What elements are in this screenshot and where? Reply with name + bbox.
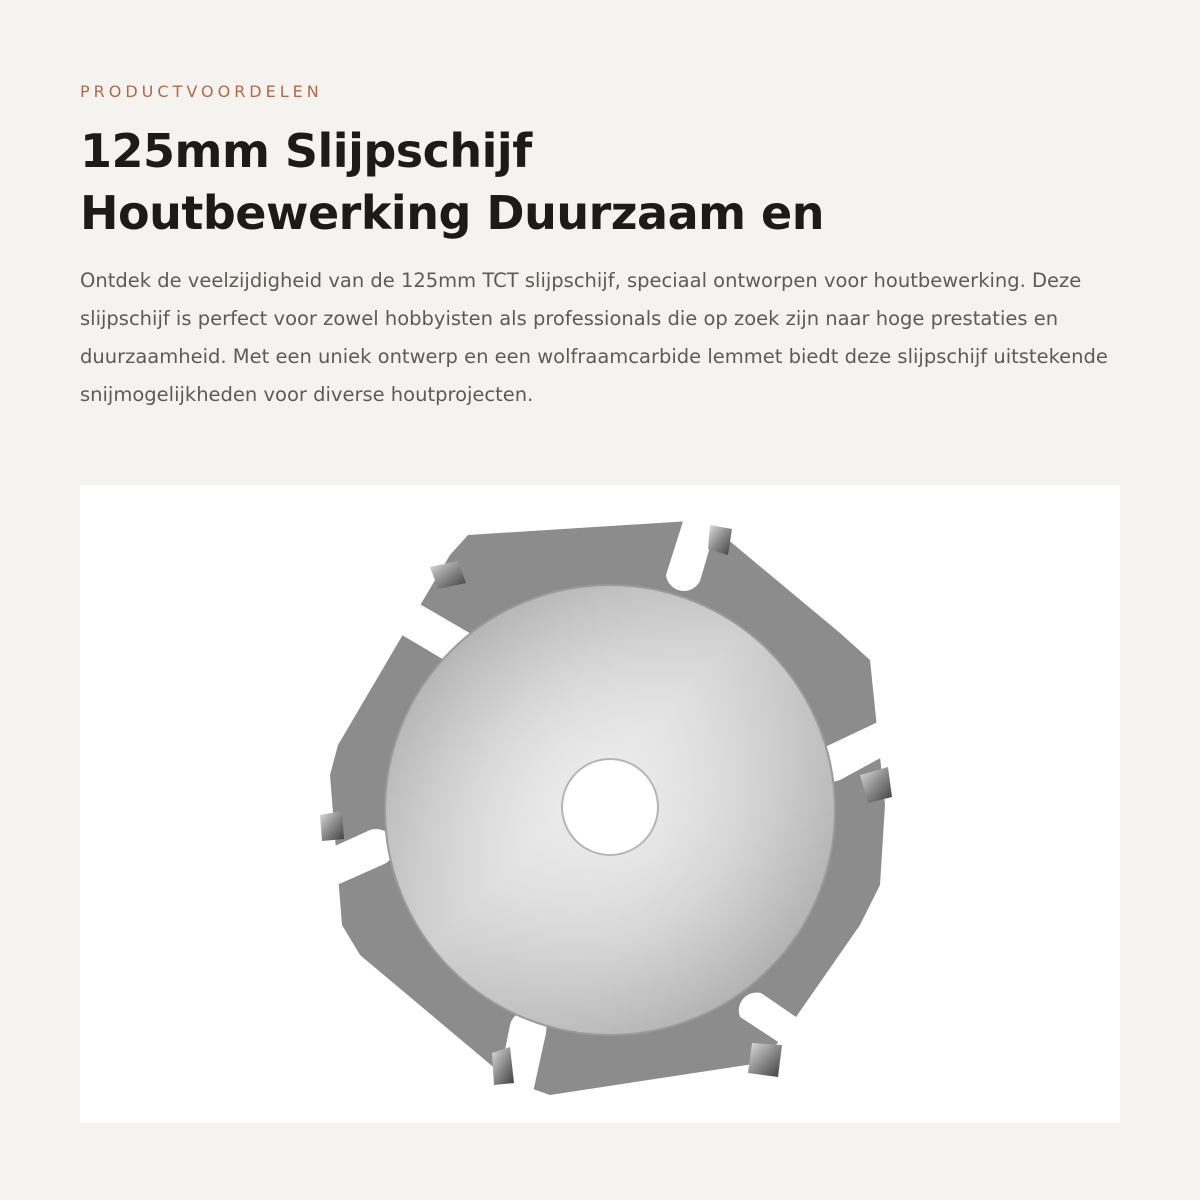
saw-blade-image: [80, 485, 1120, 1123]
product-image: [80, 485, 1120, 1123]
section-eyebrow: PRODUCTVOORDELEN: [80, 82, 323, 101]
product-description: Ontdek de veelzijdigheid van de 125mm TCT slijpschijf, speciaal ontworpen voor houtbewerking. Deze slijpschijf is perfect voor zowel hobbyisten als professionals die op zoek zijn naar hoge prestaties en duurzaamheid. Met een uniek ontwerp en een wolfraamcarbide lemmet biedt deze slijpschijf uitstekende snijmogelijkheden voor diverse houtprojecten.: [80, 269, 1108, 406]
title-line-1: 125mm Slijpschijf: [80, 124, 532, 178]
arbor-hole: [562, 759, 658, 855]
page-title: [80, 120, 1140, 244]
title-line-2: Houtbewerking Duurzaam en: [80, 186, 825, 240]
